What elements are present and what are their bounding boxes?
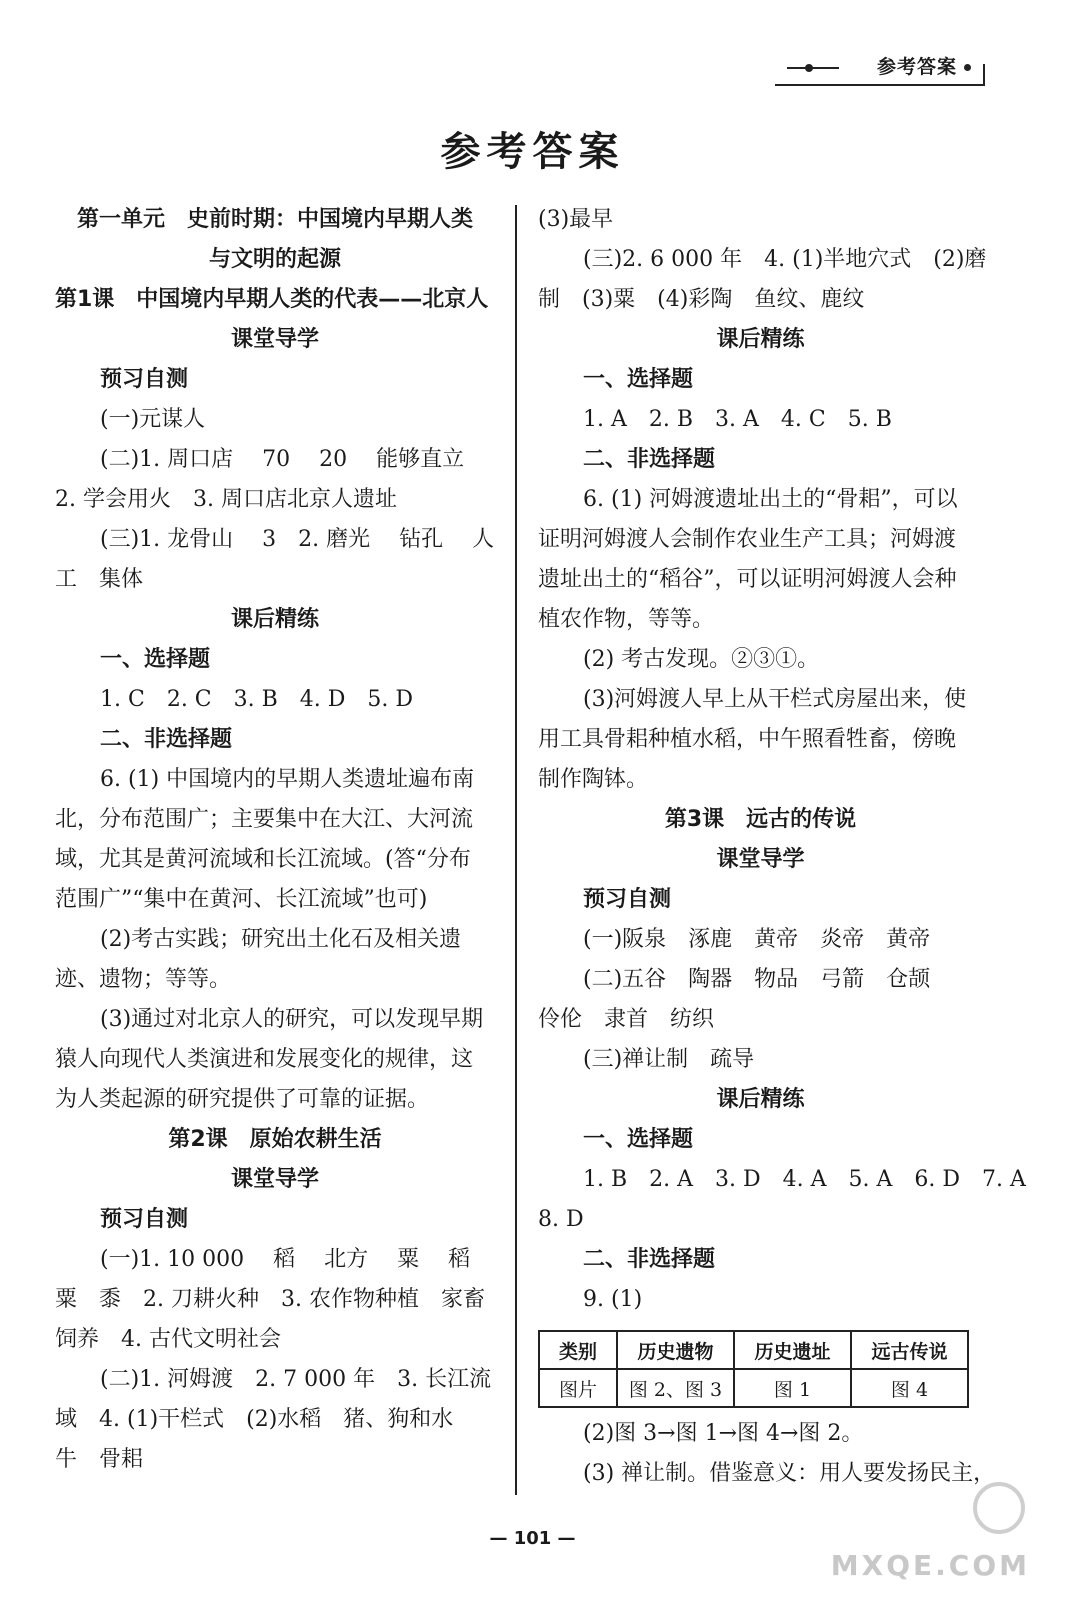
table-cell: 图片 xyxy=(539,1369,617,1407)
text-line: 课堂导学 xyxy=(230,1167,319,1192)
text-line: (一)1. 10 000 稻 北方 粟 稻 xyxy=(100,1247,471,1272)
text-line: 与文明的起源 xyxy=(208,247,341,272)
text-line: 预习自测 xyxy=(583,887,672,912)
text-line: 课堂导学 xyxy=(716,847,805,872)
header-dash xyxy=(787,67,839,69)
text-line: 制作陶钵。 xyxy=(538,767,649,792)
text-line: 猿人向现代人类演进和发展变化的规律，这 xyxy=(55,1047,474,1072)
answer-table-row xyxy=(539,1369,968,1407)
text-line: 9. (1) xyxy=(583,1287,643,1312)
header-dot-right xyxy=(964,64,971,71)
right-column-top xyxy=(538,200,1026,1320)
text-line: 粟 黍 2. 刀耕火种 3. 农作物种植 家畜 xyxy=(55,1287,485,1312)
watermark-logo-icon xyxy=(973,1482,1025,1534)
text-line: 用工具骨耜种植水稻，中午照看牲畜，傍晚 xyxy=(538,727,957,752)
text-line: 第3课 远古的传说 xyxy=(664,807,857,832)
text-line: 二、非选择题 xyxy=(583,447,716,472)
table-cell: 历史遗物 xyxy=(617,1331,734,1369)
text-line: 制 (3)粟 (4)彩陶 鱼纹、鹿纹 xyxy=(538,287,865,312)
text-line: (一)元谋人 xyxy=(100,407,206,432)
watermark: MXQE.COM xyxy=(830,1549,1030,1582)
text-line: 预习自测 xyxy=(100,367,189,392)
text-line: 二、非选择题 xyxy=(100,727,233,752)
text-line: 二、非选择题 xyxy=(583,1247,716,1272)
text-line: 迹、遗物；等等。 xyxy=(55,967,232,992)
text-line: 为人类起源的研究提供了可靠的证据。 xyxy=(55,1087,430,1112)
text-line: (三)2. 6 000 年 4. (1)半地穴式 (2)磨 xyxy=(583,247,987,272)
text-line: 6. (1) 中国境内的早期人类遗址遍布南 xyxy=(100,767,475,792)
text-line: (一)阪泉 涿鹿 黄帝 炎帝 黄帝 xyxy=(583,927,931,952)
table-cell: 远古传说 xyxy=(851,1331,968,1369)
text-line: (3)河姆渡人早上从干栏式房屋出来，使 xyxy=(583,687,967,712)
table-cell: 类别 xyxy=(539,1331,617,1369)
header-tag xyxy=(775,50,985,90)
answer-table-header-row xyxy=(539,1331,968,1369)
text-line: (二)1. 周口店 70 20 能够直立 xyxy=(100,447,465,472)
left-column xyxy=(55,200,495,1480)
text-line: 课后精练 xyxy=(716,327,805,352)
text-line: 第2课 原始农耕生活 xyxy=(168,1127,382,1152)
text-line: 课后精练 xyxy=(716,1087,805,1112)
text-line: 1. A 2. B 3. A 4. C 5. B xyxy=(583,407,892,432)
text-line: 6. (1) 河姆渡遗址出土的“骨耜”，可以 xyxy=(583,487,958,512)
text-line: (2) 考古发现。②③①。 xyxy=(583,647,820,672)
text-line: 伶伦 隶首 纺织 xyxy=(538,1007,715,1032)
text-line: 工 集体 xyxy=(55,567,144,592)
text-line: 课后精练 xyxy=(230,607,319,632)
text-line: 第一单元 史前时期：中国境内早期人类 xyxy=(76,207,473,232)
text-line: 域 4. (1)干栏式 (2)水稻 猪、狗和水 xyxy=(55,1407,454,1432)
text-line: 饲养 4. 古代文明社会 xyxy=(55,1327,281,1352)
text-line: 2. 学会用火 3. 周口店北京人遗址 xyxy=(55,487,397,512)
text-line: 预习自测 xyxy=(100,1207,189,1232)
table-cell: 图 2、图 3 xyxy=(617,1369,734,1407)
text-line: 一、选择题 xyxy=(100,647,211,672)
text-line: 北，分布范围广；主要集中在大江、大河流 xyxy=(55,807,474,832)
right-column xyxy=(538,200,1026,1494)
header-tag-text: 参考答案 xyxy=(876,56,957,78)
text-line: 一、选择题 xyxy=(583,1127,694,1152)
text-line: (三)1. 龙骨山 3 2. 磨光 钻孔 人 xyxy=(100,527,495,552)
page-number: — 101 — xyxy=(489,1528,576,1549)
header-hook xyxy=(983,64,985,86)
text-line: 遗址出土的“稻谷”，可以证明河姆渡人会种 xyxy=(538,567,957,592)
table-cell: 图 1 xyxy=(734,1369,851,1407)
text-line: (三)禅让制 疏导 xyxy=(583,1047,755,1072)
text-line: 第1课 中国境内早期人类的代表——北京人 xyxy=(55,287,489,312)
text-line: (2)考古实践；研究出土化石及相关遗 xyxy=(100,927,462,952)
right-column-bottom xyxy=(538,1414,996,1494)
text-line: 一、选择题 xyxy=(583,367,694,392)
text-line: (二)五谷 陶器 物品 弓箭 仓颉 xyxy=(583,967,931,992)
column-divider xyxy=(515,205,517,1495)
text-line: 牛 骨耜 xyxy=(55,1447,144,1472)
table-cell: 图 4 xyxy=(851,1369,968,1407)
text-line: 植农作物，等等。 xyxy=(538,607,715,632)
text-line: 1. C 2. C 3. B 4. D 5. D xyxy=(100,687,414,712)
text-line: (3)最早 xyxy=(538,207,614,232)
text-line: (3)通过对北京人的研究，可以发现早期 xyxy=(100,1007,484,1032)
text-line: 课堂导学 xyxy=(230,327,319,352)
table-cell: 历史遗址 xyxy=(734,1331,851,1369)
text-line: 域，尤其是黄河流域和长江流域。(答“分布 xyxy=(55,847,471,872)
header-dot-left xyxy=(805,64,813,72)
header-underline xyxy=(775,84,985,86)
text-line: 8. D xyxy=(538,1207,584,1232)
text-line: (3) 禅让制。借鉴意义：用人要发扬民主， xyxy=(583,1461,996,1486)
text-line: 证明河姆渡人会制作农业生产工具；河姆渡 xyxy=(538,527,957,552)
text-line: 范围广”“集中在黄河、长江流域”也可) xyxy=(55,887,428,912)
text-line: (2)图 3→图 1→图 4→图 2。 xyxy=(583,1421,864,1446)
answer-table xyxy=(538,1330,969,1408)
page-title: 参考答案 xyxy=(440,129,625,175)
text-line: 1. B 2. A 3. D 4. A 5. A 6. D 7. A xyxy=(583,1167,1026,1192)
text-line: (二)1. 河姆渡 2. 7 000 年 3. 长江流 xyxy=(100,1367,492,1392)
